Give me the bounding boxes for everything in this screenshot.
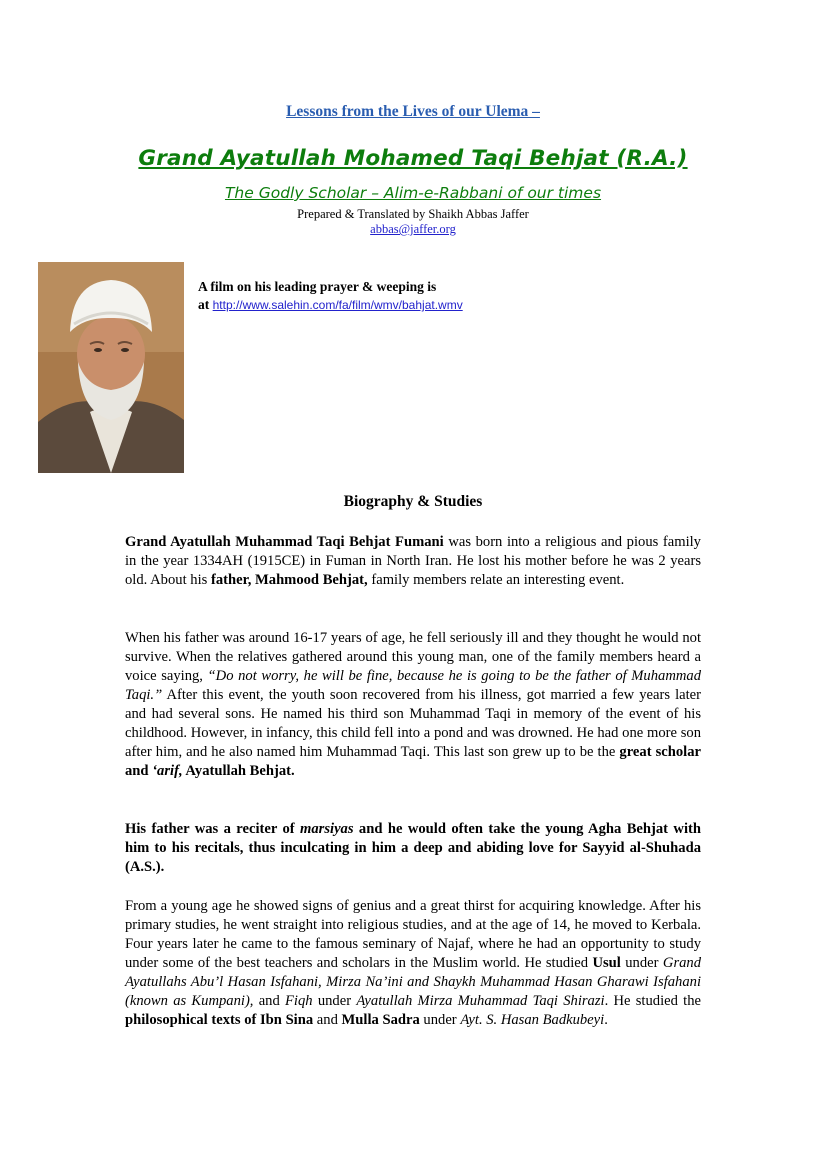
film-at: at bbox=[198, 297, 210, 312]
p4-fiqh: Fiqh bbox=[285, 993, 313, 1009]
portrait-illustration bbox=[38, 262, 184, 473]
p2-bold-scholar: great scholar and bbox=[125, 744, 701, 779]
paragraph-4 bbox=[125, 897, 701, 1030]
p1-text: was born into a religious and pious family in the year 1334AH (1915CE) in Fuman in North Iran. He lost his mother before he was 2 years old. About his bbox=[125, 534, 701, 588]
p4-mulla-sadra: Mulla Sadra bbox=[341, 1012, 420, 1028]
p4-ibn-sina: philosophical texts of Ibn Sina bbox=[125, 1012, 314, 1028]
p1-bold-name: Grand Ayatullah Muhammad Taqi Behjat Fumani bbox=[125, 534, 444, 550]
p2-quote: “Do not worry, he will be fine, because he is going to be the father of Muhammad Taqi.” bbox=[125, 668, 701, 703]
p4-teachers: Grand Ayatullahs Abu’l Hasan Isfahani, Mirza Na’ini and Shaykh Muhammad Hasan Gharawi Isfahani (known as Kumpani), bbox=[125, 955, 702, 1009]
p4-usul: Usul bbox=[592, 955, 621, 971]
p4-text: From a young age he showed signs of genius and a great thirst for acquiring knowledge. After his primary studies, he went straight into religious studies, and at the age of 14, he moved to Kerbala. Four years later he came to the famous seminary of Najaf, where he had an opportunity to study under some of the best teachers and scholars in the Muslim world. He studied bbox=[125, 898, 701, 971]
p4-period: . bbox=[604, 1012, 608, 1028]
p3-text-end: and he would often take the young Agha Behjat with him to his recitals, thus inculcating in him a deep and abiding love for Sayyid al-Shuhada (A.S.). bbox=[125, 821, 701, 875]
p3-text: His father was a reciter of bbox=[125, 821, 301, 837]
p3-marsiyas: marsiyas bbox=[300, 821, 354, 837]
p2-arif: ‘arif, bbox=[152, 763, 183, 779]
p2-text: When his father was around 16-17 years of age, he fell seriously ill and they thought he would not survive. When the relatives gathered around this young man, one of the family members heard a voice saying, bbox=[125, 630, 701, 684]
main-title: Grand Ayatullah Mohamed Taqi Behjat (R.A.) bbox=[138, 146, 688, 171]
film-notice bbox=[198, 278, 618, 314]
portrait-photo bbox=[38, 262, 184, 473]
p4-and: and bbox=[253, 993, 286, 1009]
paragraph-1 bbox=[125, 533, 701, 590]
subtitle: The Godly Scholar – Alim-e-Rabbani of our times bbox=[224, 184, 602, 202]
p4-under-2: under bbox=[312, 993, 357, 1009]
p4-under-3: under bbox=[419, 1012, 461, 1028]
section-heading: Biography & Studies bbox=[343, 493, 483, 510]
p4-under-1: under bbox=[620, 955, 663, 971]
p1-text-end: family members relate an interesting event. bbox=[367, 572, 625, 588]
prepared-by: Prepared & Translated by Shaikh Abbas Jaffer bbox=[297, 207, 529, 221]
paragraph-2 bbox=[125, 629, 701, 781]
p4-shirazi: Ayatullah Mirza Muhammad Taqi Shirazi bbox=[356, 993, 605, 1009]
p1-bold-father: father, Mahmood Behjat, bbox=[210, 572, 368, 588]
film-link-line bbox=[198, 296, 618, 314]
p4-badkubeyi: Ayt. S. Hasan Badkubeyi bbox=[460, 1012, 605, 1028]
p2-text-mid: After this event, the youth soon recovered from his illness, got married a few years later and had several sons. He named his third son Muhammad Taqi in memory of the event of his childhood. However, in infancy, this child fell into a pond and was drowned. He had one more son after him, and he also named him Muhammad Taqi. This last son grew up to be the bbox=[125, 687, 701, 760]
email-line bbox=[0, 222, 826, 237]
p2-bold-behjat: Ayatullah Behjat. bbox=[182, 763, 295, 779]
p4-studied: . He studied the bbox=[604, 993, 701, 1009]
film-link[interactable]: http://www.salehin.com/fa/film/wmv/bahjat.wmv bbox=[212, 298, 463, 312]
film-line: A film on his leading prayer & weeping is bbox=[198, 279, 437, 294]
paragraph-3 bbox=[125, 820, 701, 877]
email-link[interactable]: abbas@jaffer.org bbox=[370, 222, 456, 236]
p4-and-2: and bbox=[313, 1012, 342, 1028]
series-title[interactable]: Lessons from the Lives of our Ulema – bbox=[286, 103, 540, 120]
